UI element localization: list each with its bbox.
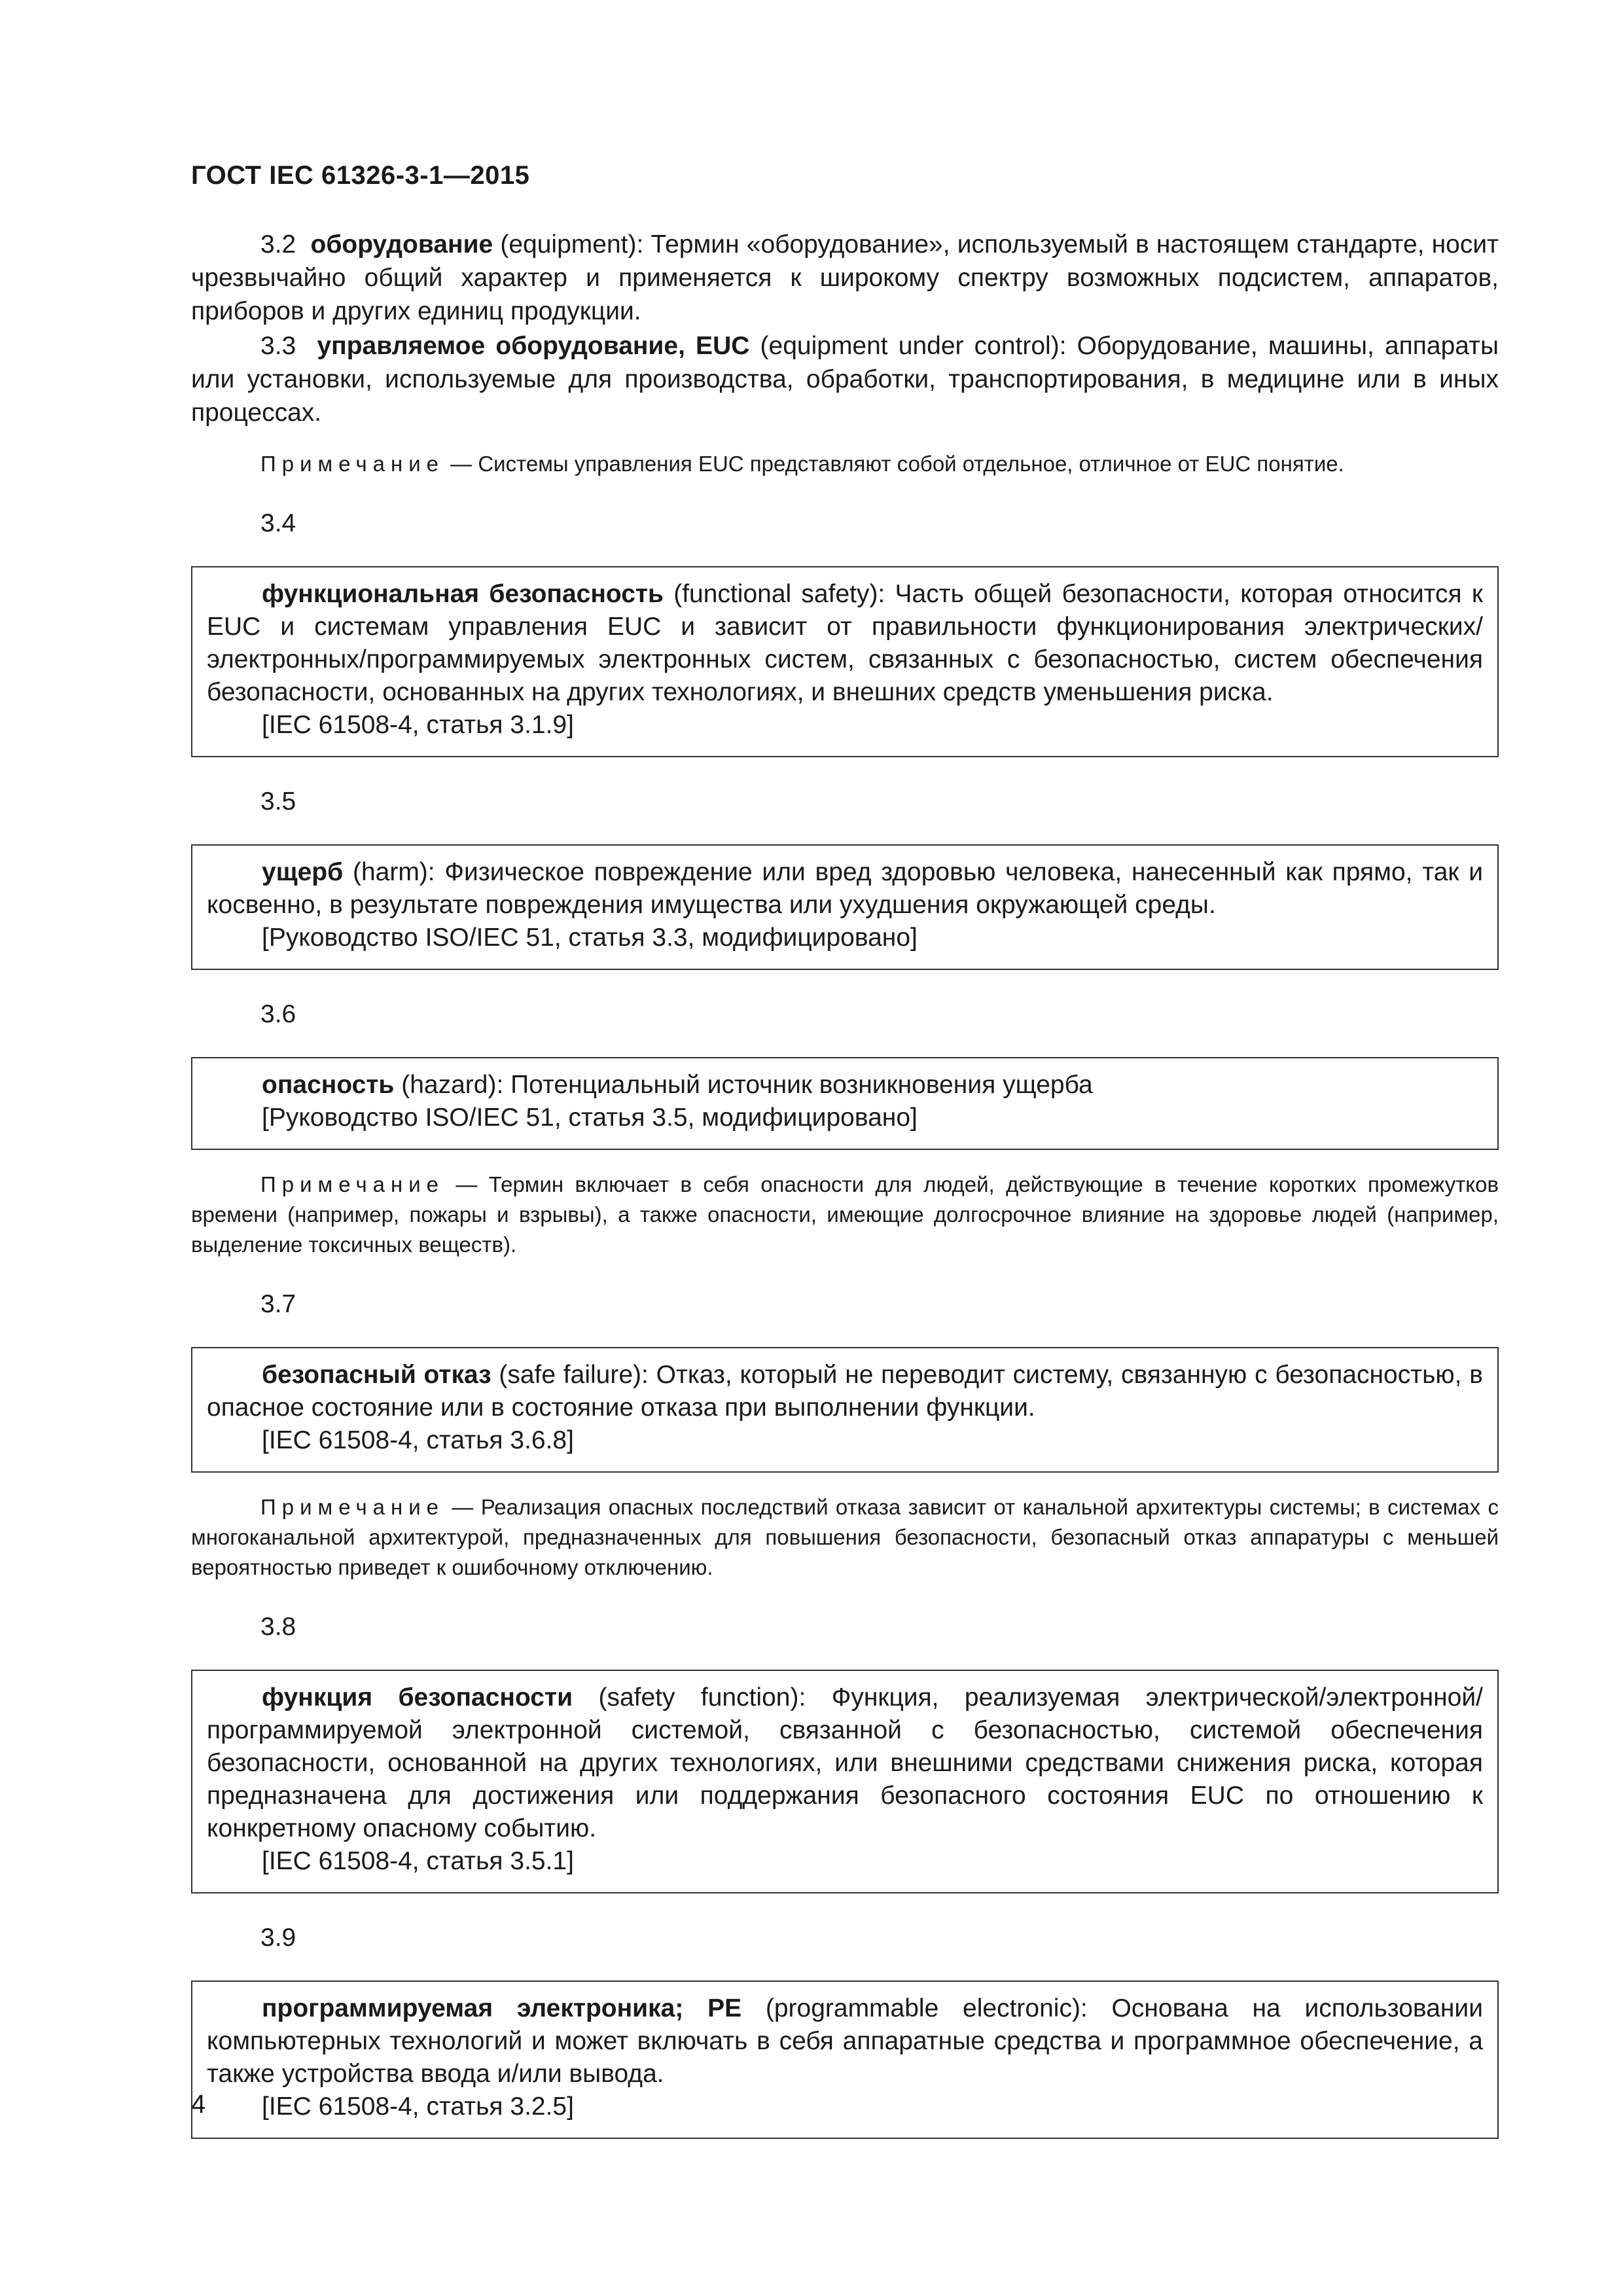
page-number: 4 [191, 2090, 206, 2119]
definition-3-6 [207, 1069, 1483, 1102]
section-number: 3.2 [260, 230, 296, 259]
term: функция безопасности [262, 1683, 573, 1712]
definition-3-9 [207, 1992, 1483, 2090]
section-number: 3.3 [260, 332, 296, 360]
definition-text: (equipment under control): Оборудование, машины, аппараты или установки, используемые для производства, обработки, транспортирования, в медицине или в иных процессах. [191, 332, 1499, 427]
definition-3-5 [207, 856, 1483, 922]
note-text: — Системы управления EUC представляют собой отдельное, отличное от EUC понятие. [444, 452, 1344, 476]
section-number-3-5: 3.5 [260, 787, 296, 816]
term: опасность [262, 1071, 395, 1099]
definition-text: (functional safety): Часть общей безопасности, которая относится к EUC и системам управления EUC и зависит от правильности функционирования электрических/электронных/программируемых электронных систем, связанных с безопасностью, систем обеспечения безопасности, основанных на других технологиях, и внешних средств уменьшения риска. [207, 580, 1483, 706]
source-reference: [IEC 61508-4, статья 3.2.5] [262, 2092, 574, 2121]
definition-text: (equipment): Термин «оборудование», используемый в настоящем стандарте, носит чрезвычайно общий характер и применяется к широкому спектру возможных подсистем, аппаратов, приборов и других единиц продукции. [191, 230, 1499, 325]
source-reference: [IEC 61508-4, статья 3.1.9] [262, 711, 574, 739]
source-reference: [Руководство ISO/IEC 51, статья 3.5, модифицировано] [262, 1103, 918, 1132]
term: управляемое оборудование, EUC [317, 332, 750, 360]
definition-text: (hazard): Потенциальный источник возникновения ущерба [394, 1071, 1093, 1099]
note-label: Примечание [260, 1172, 445, 1196]
definition-text: (safe failure): Отказ, который не переводит систему, связанную с безопасностью, в опасное состояние или в состояние отказа при выполнении функции. [207, 1361, 1483, 1422]
definition-box-3-8 [191, 1670, 1499, 1893]
term: безопасный отказ [262, 1361, 491, 1389]
definition-3-2 [191, 228, 1499, 328]
note-label: Примечание [260, 1495, 445, 1519]
definition-text: (harm): Физическое повреждение или вред здоровью человека, нанесенный как прямо, так и косвенно, в результате повреждения имущества или ухудшения окружающей среды. [207, 858, 1483, 919]
document-body [191, 228, 1499, 2159]
term: функциональная безопасность [262, 580, 664, 608]
note-3-3 [191, 449, 1499, 479]
section-number-3-7: 3.7 [260, 1290, 296, 1318]
definition-3-4 [207, 578, 1483, 709]
definition-box-3-4 [191, 566, 1499, 757]
note-3-6 [191, 1170, 1499, 1260]
note-label: Примечание [260, 452, 445, 476]
definition-3-7 [207, 1359, 1483, 1424]
section-number-3-4: 3.4 [260, 509, 296, 537]
source-reference: [IEC 61508-4, статья 3.6.8] [262, 1426, 574, 1454]
source-reference: [IEC 61508-4, статья 3.5.1] [262, 1847, 574, 1875]
section-number-3-8: 3.8 [260, 1613, 296, 1641]
term: программируемая электроника; PE [262, 1994, 742, 2022]
section-number-3-6: 3.6 [260, 1000, 296, 1028]
section-number-3-9: 3.9 [260, 1924, 296, 1952]
definition-3-3 [191, 329, 1499, 429]
definition-text: (programmable electronic): Основана на использовании компьютерных технологий и может включать в себя аппаратные средства и программное обеспечение, а также устройства ввода и/или вывода. [207, 1994, 1484, 2088]
definition-text: (safety function): Функция, реализуемая электрической/электронной/ программируемой электронной системой, связанной с безопасностью, системой обеспечения безопасности, основанной на других технологиях, или внешними средствами снижения риска, которая предназначена для достижения или поддержания безопасного состояния EUC по отношению к конкретному опасному событию. [207, 1683, 1483, 1842]
definition-box-3-6 [191, 1057, 1499, 1150]
definition-box-3-9 [191, 1981, 1499, 2139]
definition-3-8 [207, 1681, 1483, 1845]
note-text: — Реализация опасных последствий отказа зависит от канальной архитектуры системы; в системах с многоканальной архитектурой, предназначенных для повышения безопасности, безопасный отказ аппаратуры с меньшей вероятностью приведет к ошибочному отключению. [191, 1495, 1499, 1579]
source-reference: [Руководство ISO/IEC 51, статья 3.3, модифицировано] [262, 924, 918, 952]
definition-box-3-7 [191, 1347, 1499, 1473]
document-header: ГОСТ IEC 61326-3-1—2015 [191, 161, 530, 190]
term: ущерб [262, 858, 344, 886]
note-3-7 [191, 1492, 1499, 1583]
term: оборудование [310, 230, 493, 259]
definition-box-3-5 [191, 844, 1499, 970]
note-text: — Термин включает в себя опасности для людей, действующие в течение коротких промежутков времени (например, пожары и взрывы), а также опасности, имеющие долгосрочное влияние на здоровье людей (например, выделение токсичных веществ). [191, 1172, 1499, 1257]
